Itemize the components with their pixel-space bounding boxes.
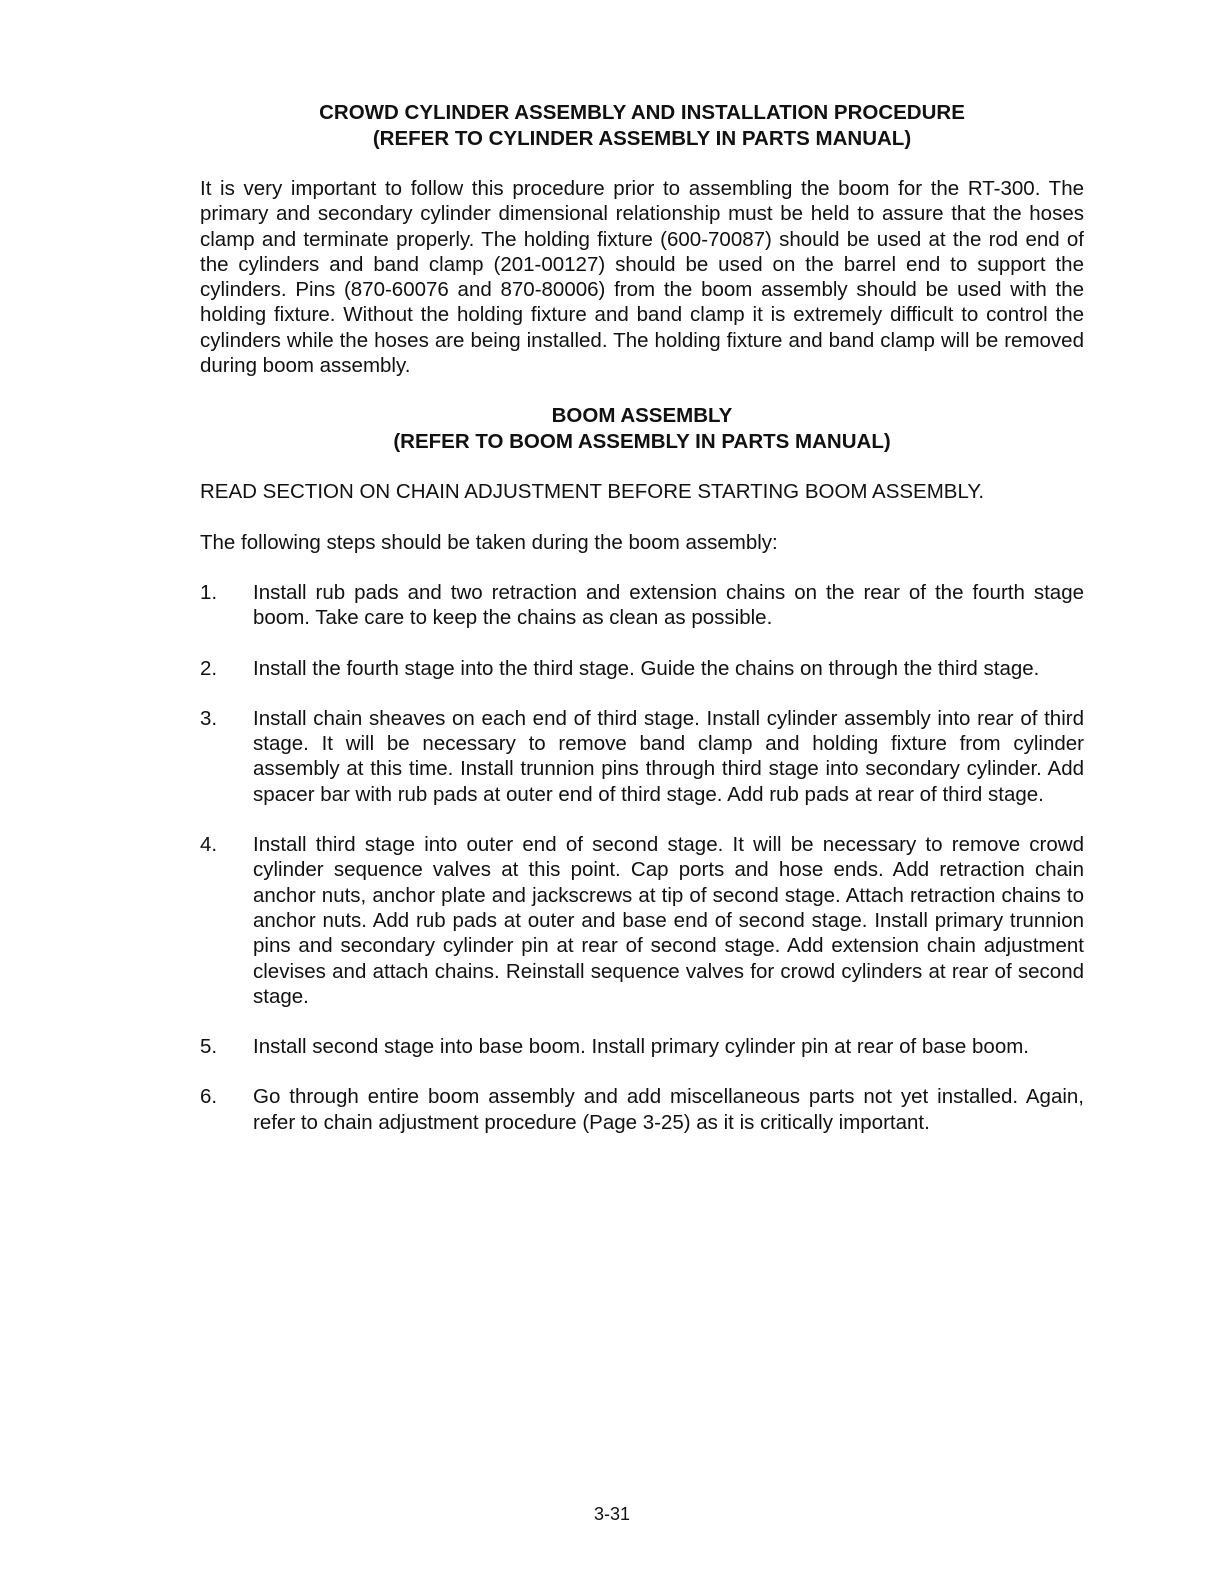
step-item: [200, 706, 1084, 807]
step-item: [200, 832, 1084, 1009]
crowd-cylinder-title: CROWD CYLINDER ASSEMBLY AND INSTALLATION PROCEDURE: [319, 101, 965, 124]
chain-adjustment-note: READ SECTION ON CHAIN ADJUSTMENT BEFORE STARTING BOOM ASSEMBLY.: [200, 480, 985, 504]
crowd-cylinder-heading: [200, 100, 1084, 151]
step-text: Install the fourth stage into the third stage. Guide the chains on through the third stage.: [253, 656, 1040, 680]
step-text: Install third stage into outer end of second stage. It will be necessary to remove crowd cylinder sequence valves at this point. Cap ports and hose ends. Add retraction chain anchor nuts, anchor plate and jackscrews at tip of second stage. Attach retraction chains to anchor nuts. Add rub pads at outer and base end of second stage. Install primary trunnion pins and secondary cylinder pin at rear of second stage. Add extension chain adjustment clevises and attach chains. Reinstall sequence valves for crowd cylinders at rear of second stage.: [253, 833, 1084, 1008]
page-number: 3-31: [593, 1504, 631, 1524]
step-text: Install second stage into base boom. Install primary cylinder pin at rear of base boom.: [253, 1035, 1029, 1059]
step-text: Install rub pads and two retraction and extension chains on the rear of the fourth stage boom. Take care to keep the chains as clean as possible.: [253, 580, 1084, 630]
step-text: Go through entire boom assembly and add miscellaneous parts not yet installed. Again, refer to chain adjustment procedure (Page 3-25) as it is critically important.: [253, 1085, 1084, 1134]
crowd-cylinder-paragraph: It is very important to follow this procedure prior to assembling the boom for the RT-300. The primary and secondary cylinder dimensional relationship must be held to assure that the hoses clamp and terminate properly. The holding fixture (600-70087) should be used at the rod end of the cylinders and band clamp (201-00127) should be used on the barrel end to support the cylinders. Pins (870-60076 and 870-80006) from the boom assembly should be used with the holding fixture. Without the holding fixture and band clamp it is extremely difficult to control the cylinders while the hoses are being installed. The holding fixture and band clamp will be removed during boom assembly.: [200, 177, 1084, 378]
step-text: Install chain sheaves on each end of third stage. Install cylinder assembly into rear of third stage. It will be necessary to remove band clamp and holding fixture from cylinder assembly at this time. Install trunnion pins through third stage into secondary cylinder. Add spacer bar with rub pads at outer end of third stage. Add rub pads at rear of third stage.: [253, 706, 1084, 806]
step-number: 3.: [200, 706, 218, 730]
boom-assembly-subtitle: (REFER TO BOOM ASSEMBLY IN PARTS MANUAL): [393, 429, 891, 453]
step-number: 5.: [200, 1035, 218, 1059]
crowd-cylinder-subtitle: (REFER TO CYLINDER ASSEMBLY IN PARTS MANUAL): [372, 126, 912, 150]
step-number: 4.: [200, 833, 218, 857]
boom-assembly-title: BOOM ASSEMBLY: [551, 404, 733, 428]
document-page: [200, 100, 1084, 1160]
step-item: [200, 580, 1084, 631]
step-item: [200, 1084, 1084, 1135]
step-item: [200, 656, 1084, 681]
step-item: [200, 1034, 1084, 1059]
step-number: 2.: [200, 656, 218, 680]
step-number: 6.: [200, 1085, 218, 1109]
step-number: 1.: [200, 580, 218, 604]
boom-assembly-heading: [200, 403, 1084, 454]
boom-assembly-steps: [200, 580, 1084, 1135]
steps-intro: The following steps should be taken during the boom assembly:: [200, 530, 778, 554]
